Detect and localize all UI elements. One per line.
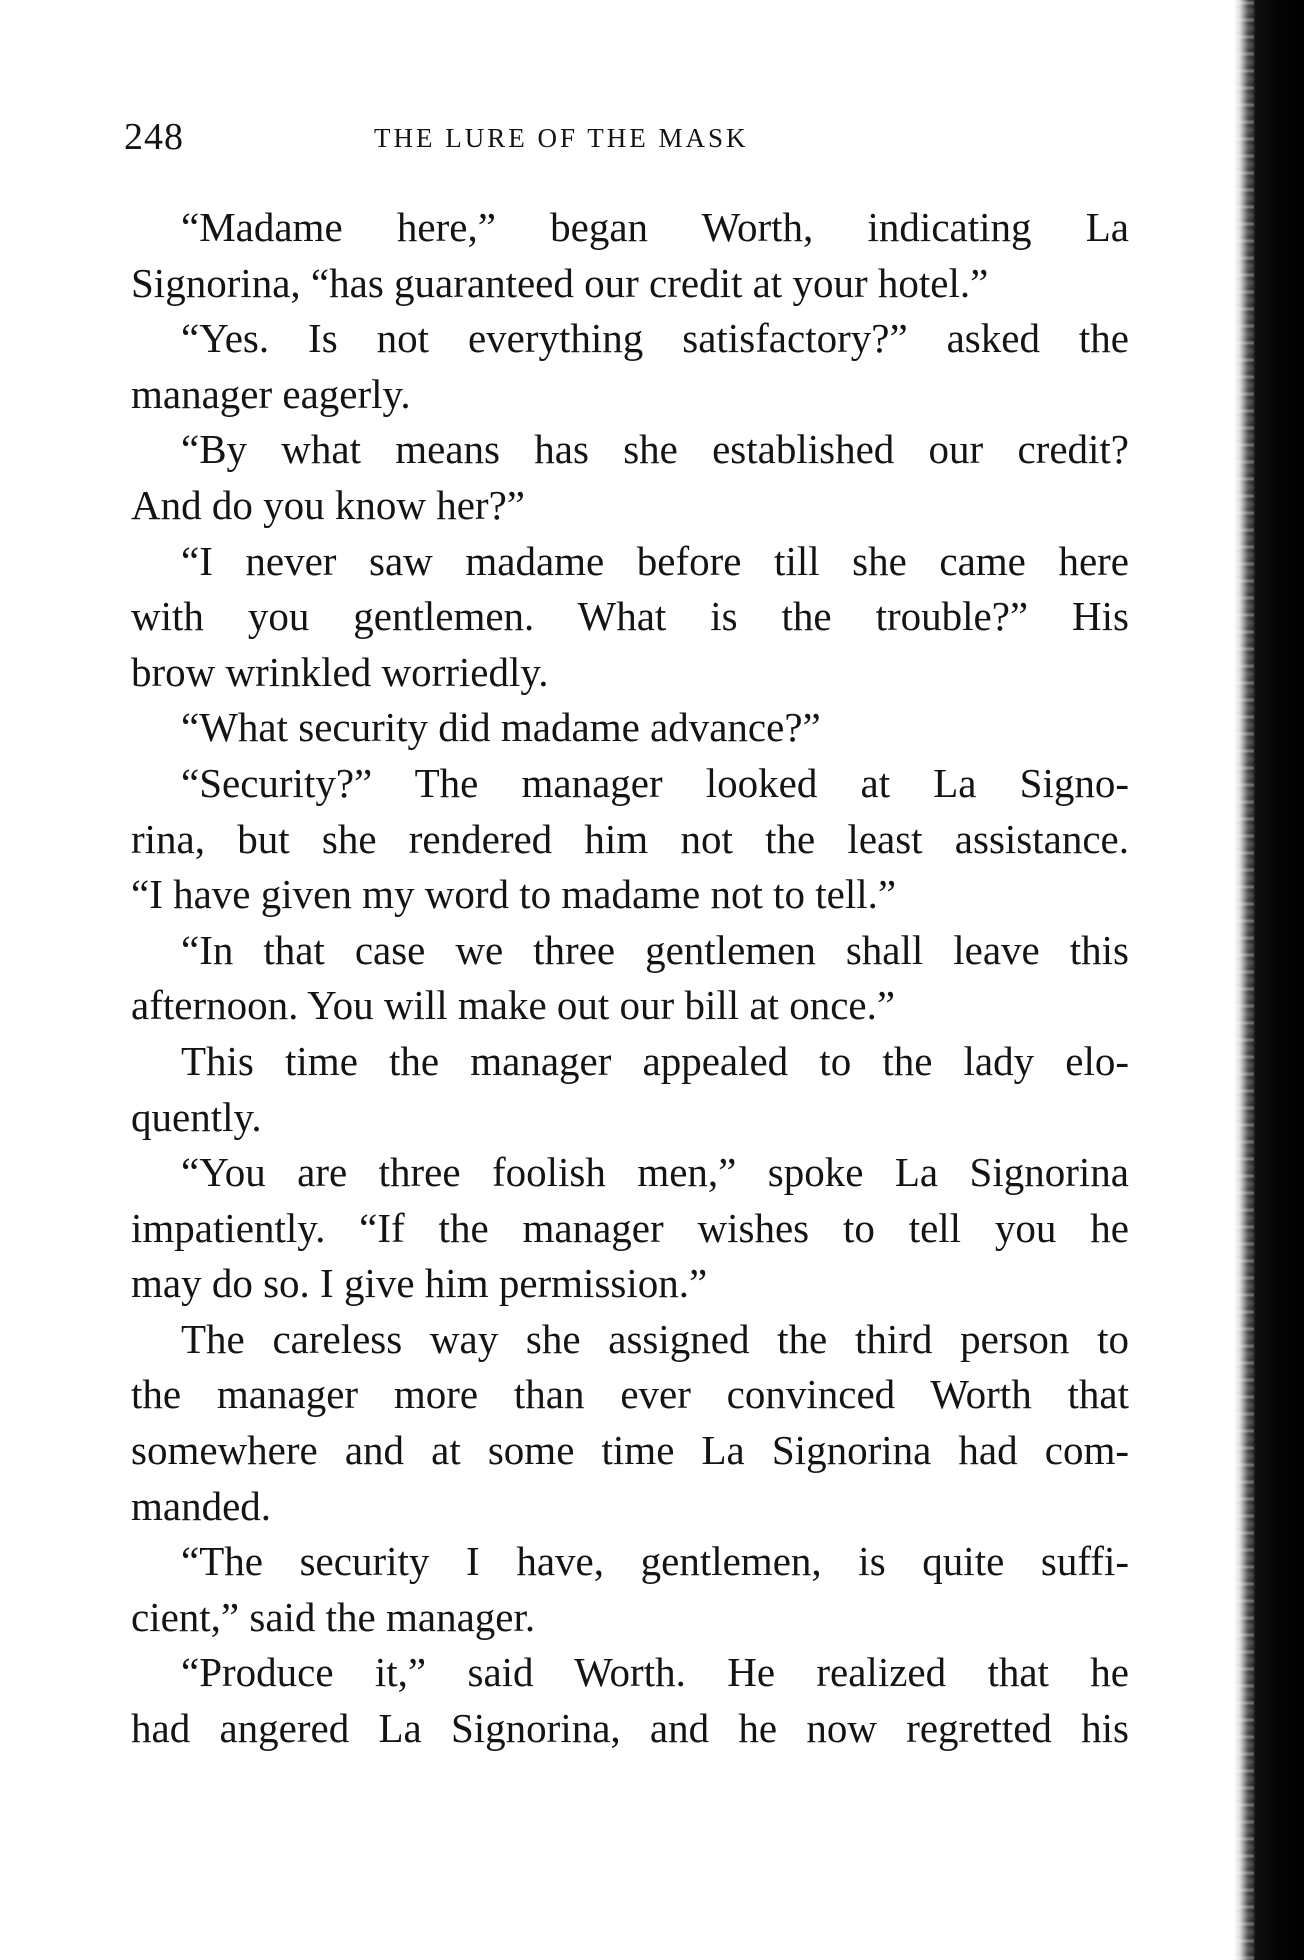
text-line: And do you know her?” (131, 481, 525, 528)
text-line: impatiently. “If the manager wishes to tell you he (131, 1204, 1129, 1251)
body-text (131, 200, 1129, 1757)
text-line: “Madame here,” began Worth, indicating La (181, 204, 1129, 250)
text-line: “What security did madame advance?” (181, 704, 821, 751)
text-line: “In that case we three gentlemen shall leave this (181, 926, 1129, 973)
text-line: quently. (131, 1093, 262, 1140)
running-head: THE LURE OF THE MASK (374, 123, 749, 153)
text-line: “Produce it,” said Worth. He realized that he (181, 1649, 1129, 1696)
text-line: with you gentlemen. What is the trouble?” His (131, 593, 1129, 640)
text-line: somewhere and at some time La Signorina had com- (131, 1427, 1129, 1474)
text-line: manded. (131, 1482, 272, 1529)
text-line: the manager more than ever convinced Worth that (131, 1371, 1129, 1418)
text-line: “You are three foolish men,” spoke La Signorina (181, 1149, 1129, 1196)
text-line: “The security I have, gentlemen, is quite suffi- (181, 1538, 1129, 1585)
text-line: rina, but she rendered him not the least assistance. (131, 815, 1129, 862)
text-line: “By what means has she established our credit? (181, 426, 1129, 473)
text-line: manager eagerly. (131, 370, 411, 417)
text-line: “Yes. Is not everything satisfactory?” asked the (181, 315, 1129, 362)
text-line: cient,” said the manager. (131, 1593, 536, 1640)
binding-edge-texture (1232, 0, 1254, 1960)
text-line: had angered La Signorina, and he now regretted his (131, 1705, 1129, 1752)
text-line: brow wrinkled worriedly. (131, 648, 549, 695)
page-number: 248 (124, 116, 184, 158)
text-line: may do so. I give him permission.” (131, 1260, 708, 1307)
text-line: The careless way she assigned the third person to (181, 1315, 1129, 1362)
text-line: “Security?” The manager looked at La Signo- (181, 759, 1129, 806)
text-line: Signorina, “has guaranteed our credit at your hotel.” (131, 259, 989, 306)
text-line: afternoon. You will make out our bill at once.” (131, 982, 896, 1029)
text-line: “I never saw madame before till she came here (181, 537, 1129, 584)
text-line: “I have given my word to madame not to tell.” (131, 871, 897, 918)
page-header (124, 112, 1134, 162)
text-line: This time the manager appealed to the lady elo- (181, 1037, 1129, 1084)
